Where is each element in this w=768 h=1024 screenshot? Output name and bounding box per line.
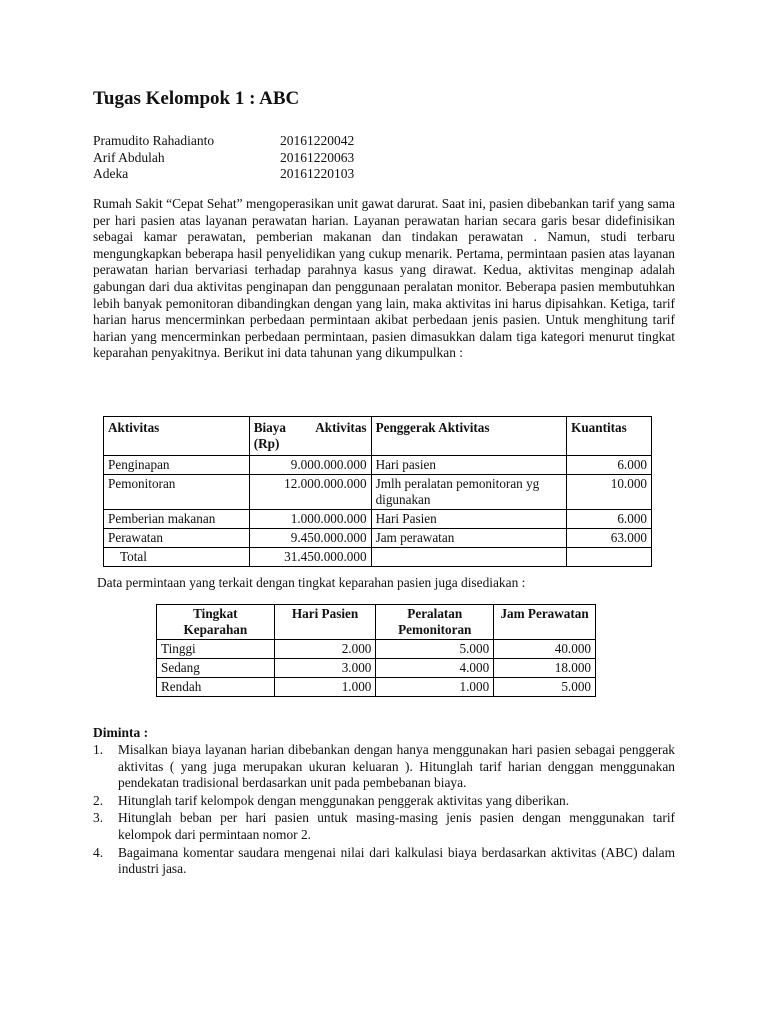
task-number: 3. bbox=[93, 810, 104, 826]
list-item bbox=[93, 810, 675, 843]
cell-kuantitas: 6.000 bbox=[567, 456, 652, 475]
table-total-row bbox=[104, 548, 652, 567]
header-penggerak: Penggerak Aktivitas bbox=[371, 417, 567, 456]
cell-kuantitas: 6.000 bbox=[567, 510, 652, 529]
cell-peralatan: 5.000 bbox=[376, 640, 494, 659]
cell-penggerak: Jmlh peralatan pemonitoran yg digunakan bbox=[371, 475, 567, 510]
table-header-row bbox=[157, 605, 596, 640]
cell-total-biaya: 31.450.000.000 bbox=[249, 548, 371, 567]
demand-caption: Data permintaan yang terkait dengan tingkat keparahan pasien juga disediakan : bbox=[97, 575, 526, 590]
task-text: Bagaimana komentar saudara mengenai nilai dari kalkulasi biaya berdasarkan aktivitas (ABC) dalam industri jasa. bbox=[118, 844, 675, 877]
task-number: 1. bbox=[93, 742, 104, 757]
table-row bbox=[157, 678, 596, 697]
member-name: Adeka bbox=[93, 166, 129, 181]
cell-penggerak: Jam perawatan bbox=[371, 529, 567, 548]
table-row bbox=[104, 510, 652, 529]
header-kuantitas: Kuantitas bbox=[567, 417, 652, 456]
member-id: 20161220042 bbox=[280, 133, 355, 148]
cell-jam: 40.000 bbox=[494, 640, 596, 659]
member-row bbox=[93, 166, 354, 183]
table-header-row bbox=[104, 417, 652, 456]
cell-biaya: 1.000.000.000 bbox=[249, 510, 371, 529]
header-hari: Hari Pasien bbox=[274, 605, 376, 640]
cell-jam: 18.000 bbox=[494, 659, 596, 678]
task-text: Hitunglah tarif kelompok dengan menggunakan penggerak aktivitas yang diberikan. bbox=[118, 792, 570, 808]
list-item bbox=[93, 845, 675, 878]
member-name: Arif Abdulah bbox=[93, 149, 165, 165]
header-aktivitas: Aktivitas bbox=[104, 417, 250, 456]
table-row bbox=[104, 456, 652, 475]
task-text: Hitunglah beban per hari pasien untuk masing-masing jenis pasien dengan menggunakan tarif kelompok dari permintaan nomor 2. bbox=[118, 810, 675, 842]
cell-kuantitas: 10.000 bbox=[567, 475, 652, 510]
cell-biaya: 12.000.000.000 bbox=[249, 475, 371, 510]
table-row bbox=[104, 475, 652, 510]
cell-peralatan: 4.000 bbox=[376, 659, 494, 678]
cell-kuantitas: 63.000 bbox=[567, 529, 652, 548]
cell-biaya: 9.000.000.000 bbox=[249, 456, 371, 475]
cell-penggerak: Hari Pasien bbox=[371, 510, 567, 529]
member-name: Pramudito Rahadianto bbox=[93, 133, 215, 148]
task-list bbox=[93, 742, 675, 879]
cell-peralatan: 1.000 bbox=[376, 678, 494, 697]
cell-biaya: 9.450.000.000 bbox=[249, 529, 371, 548]
table-row bbox=[157, 659, 596, 678]
member-id: 20161220063 bbox=[280, 149, 355, 165]
cell-hari: 1.000 bbox=[274, 678, 376, 697]
intro-paragraph: Rumah Sakit “Cepat Sehat” mengoperasikan unit gawat darurat. Saat ini, pasien dibebankan tarif yang sama per hari pasien atas layanan perawatan harian. Layanan perawatan harian secara garis besar didefinisikan sebagai kamar perawatan, pemberian makanan dan tindakan perawatan . Namun, studi terbaru mengungkapkan beberapa hasil penyelidikan yang cukup menarik. Pertama, permintaan pasien atas layanan perawatan harian bervariasi terhadap parahnya kasus yang dirawat. Kedua, aktivitas menginap adalah gabungan dari dua aktivitas penginapan dan penggunaan peralatan monitor. Beberapa pasien membutuhkan lebih banyak pemonitoran dibandingkan dengan yang lain, maka aktivitas ini harus dipisahkan. Ketiga, tarif harian harus mencerminkan perbedaan permintaan akibat perbedaan jenis pasien. Untuk menghitung tarif harian yang mencerminkan perbedaan permintaan, pasien dimasukkan dalam tiga kategori menurut tingkat keparahan penyakitnya. Berikut ini data tahunan yang dikumpulkan : bbox=[93, 196, 675, 361]
cell-aktivitas: Penginapan bbox=[104, 456, 250, 475]
cell-aktivitas: Pemberian makanan bbox=[104, 510, 250, 529]
cell-tingkat: Tinggi bbox=[157, 640, 275, 659]
diminta-heading: Diminta : bbox=[93, 725, 149, 740]
cell-hari: 2.000 bbox=[274, 640, 376, 659]
header-biaya: Biaya Aktivitas (Rp) bbox=[249, 417, 371, 456]
cell-empty bbox=[567, 548, 652, 567]
task-number: 4. bbox=[93, 844, 104, 860]
table-row bbox=[104, 529, 652, 548]
task-number: 2. bbox=[93, 792, 104, 808]
cell-aktivitas: Perawatan bbox=[104, 529, 250, 548]
task-text: Misalkan biaya layanan harian dibebankan dengan hanya menggunakan hari pasien sebagai penggerak aktivitas ( yang juga merupakan ukuran keluaran ). Hitunglah tarif harian denggan menggunakan pendekatan tradisional berdasarkan unit pada pembebanan biaya. bbox=[118, 742, 675, 791]
cell-tingkat: Sedang bbox=[157, 659, 275, 678]
header-tingkat: Tingkat Keparahan bbox=[157, 605, 275, 640]
list-item bbox=[93, 793, 675, 810]
header-peralatan: Peralatan Pemonitoran bbox=[376, 605, 494, 640]
member-list bbox=[93, 133, 354, 183]
demand-table bbox=[156, 604, 596, 697]
cell-penggerak: Hari pasien bbox=[371, 456, 567, 475]
header-jam: Jam Perawatan bbox=[494, 605, 596, 640]
cell-empty bbox=[371, 548, 567, 567]
cell-aktivitas: Pemonitoran bbox=[104, 475, 250, 510]
cell-jam: 5.000 bbox=[494, 678, 596, 697]
member-row bbox=[93, 133, 354, 150]
member-row bbox=[93, 150, 354, 167]
document-title: Tugas Kelompok 1 : ABC bbox=[93, 88, 300, 109]
table-row bbox=[157, 640, 596, 659]
cell-total-label: Total bbox=[104, 548, 250, 567]
cell-tingkat: Rendah bbox=[157, 678, 275, 697]
member-id: 20161220103 bbox=[280, 166, 355, 181]
activity-table bbox=[103, 416, 652, 567]
list-item bbox=[93, 742, 675, 792]
cell-hari: 3.000 bbox=[274, 659, 376, 678]
